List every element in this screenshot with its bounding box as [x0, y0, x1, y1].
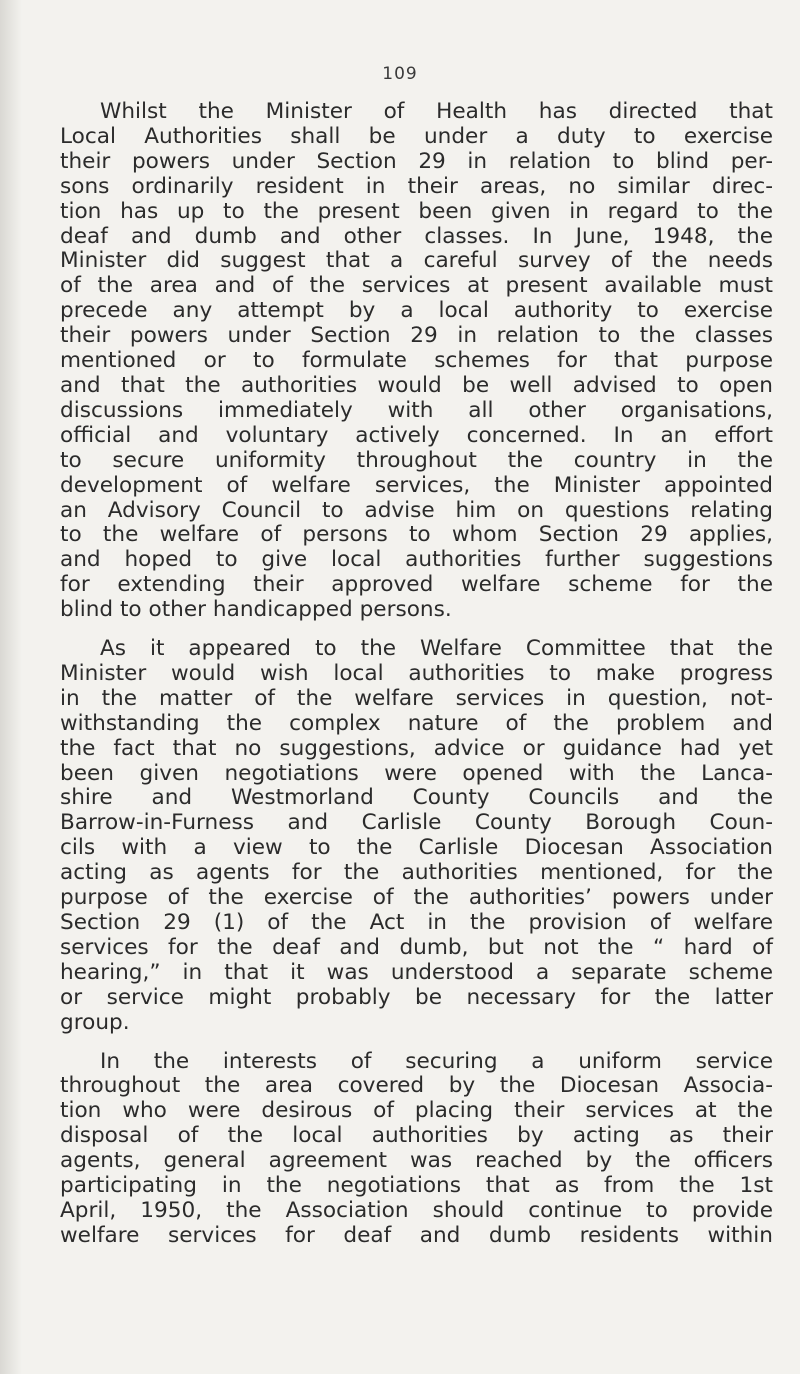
text-line: their powers under Section 29 in relation to blind per- — [60, 148, 773, 174]
text-line: hearing,” in that it was understood a separate scheme — [60, 959, 773, 985]
text-line: services for the deaf and dumb, but not the “ hard of — [60, 934, 773, 960]
text-line: acting as agents for the authorities mentioned, for the — [60, 860, 773, 886]
text-line: tion who were desirous of placing their services at the — [60, 1098, 773, 1124]
text-line: disposal of the local authorities by acting as their — [60, 1123, 773, 1149]
text-line: April, 1950, the Association should continue to provide — [60, 1197, 773, 1223]
text-line: deaf and dumb and other classes. In June, 1948, the — [60, 223, 773, 249]
paragraph-1 — [60, 100, 773, 623]
text-line: and that the authorities would be well advised to open — [60, 372, 773, 398]
text-line: official and voluntary actively concerned. In an effort — [60, 422, 773, 448]
text-line: group. — [60, 1009, 130, 1035]
text-line: Minister did suggest that a careful survey of the needs — [60, 248, 773, 274]
text-line: withstanding the complex nature of the problem and — [60, 710, 773, 736]
text-line: discussions immediately with all other organisations, — [60, 397, 773, 423]
text-line: agents, general agreement was reached by the officers — [60, 1148, 773, 1174]
text-line: purpose of the exercise of the authorities’ powers under — [60, 885, 773, 911]
page-number: 109 — [382, 64, 418, 84]
text-line: the fact that no suggestions, advice or guidance had yet — [60, 735, 773, 761]
text-line: throughout the area covered by the Diocesan Associa- — [60, 1073, 773, 1099]
text-line: in the matter of the welfare services in question, not- — [60, 685, 773, 711]
text-line: As it appeared to the Welfare Committee that the — [100, 636, 773, 662]
text-line: Barrow-in-Furness and Carlisle County Borough Coun- — [60, 810, 773, 836]
text-line: to secure uniformity throughout the country in the — [60, 447, 773, 473]
paragraph-3 — [60, 1050, 773, 1249]
text-line: participating in the negotiations that as from the 1st — [60, 1173, 773, 1199]
paragraph-2 — [60, 637, 773, 1036]
page-edge-shadow — [0, 0, 22, 1374]
text-line: and hoped to give local authorities further suggestions — [60, 547, 773, 573]
text-line: sons ordinarily resident in their areas, no similar direc- — [60, 173, 773, 199]
body-text — [60, 100, 773, 1263]
text-line: been given negotiations were opened with the Lanca- — [60, 760, 773, 786]
text-line: of the area and of the services at present available must — [60, 273, 773, 299]
text-line: precede any attempt by a local authority to exercise — [60, 298, 773, 324]
text-line: Minister would wish local authorities to make progress — [60, 660, 773, 686]
text-line: blind to other handicapped persons. — [60, 597, 452, 623]
text-line: Whilst the Minister of Health has directed that — [100, 99, 773, 124]
text-line: Local Authorities shall be under a duty to exercise — [60, 123, 773, 149]
text-line: to the welfare of persons to whom Section 29 applies, — [60, 522, 773, 548]
text-line: an Advisory Council to advise him on questions relating — [60, 497, 773, 523]
text-line: or service might probably be necessary for the latter — [60, 984, 773, 1010]
text-line: cils with a view to the Carlisle Diocesan Association — [60, 835, 773, 861]
text-line: tion has up to the present been given in regard to the — [60, 198, 773, 224]
text-line: shire and Westmorland County Councils and the — [60, 785, 773, 811]
text-line: for extending their approved welfare scheme for the — [60, 572, 773, 598]
text-line: welfare services for deaf and dumb residents within — [60, 1222, 773, 1248]
text-line: Section 29 (1) of the Act in the provision of welfare — [60, 910, 773, 935]
text-line: mentioned or to formulate schemes for that purpose — [60, 348, 773, 374]
text-line: their powers under Section 29 in relation to the classes — [60, 323, 773, 349]
text-line: In the interests of securing a uniform service — [100, 1048, 773, 1074]
text-line: development of welfare services, the Minister appointed — [60, 472, 773, 498]
